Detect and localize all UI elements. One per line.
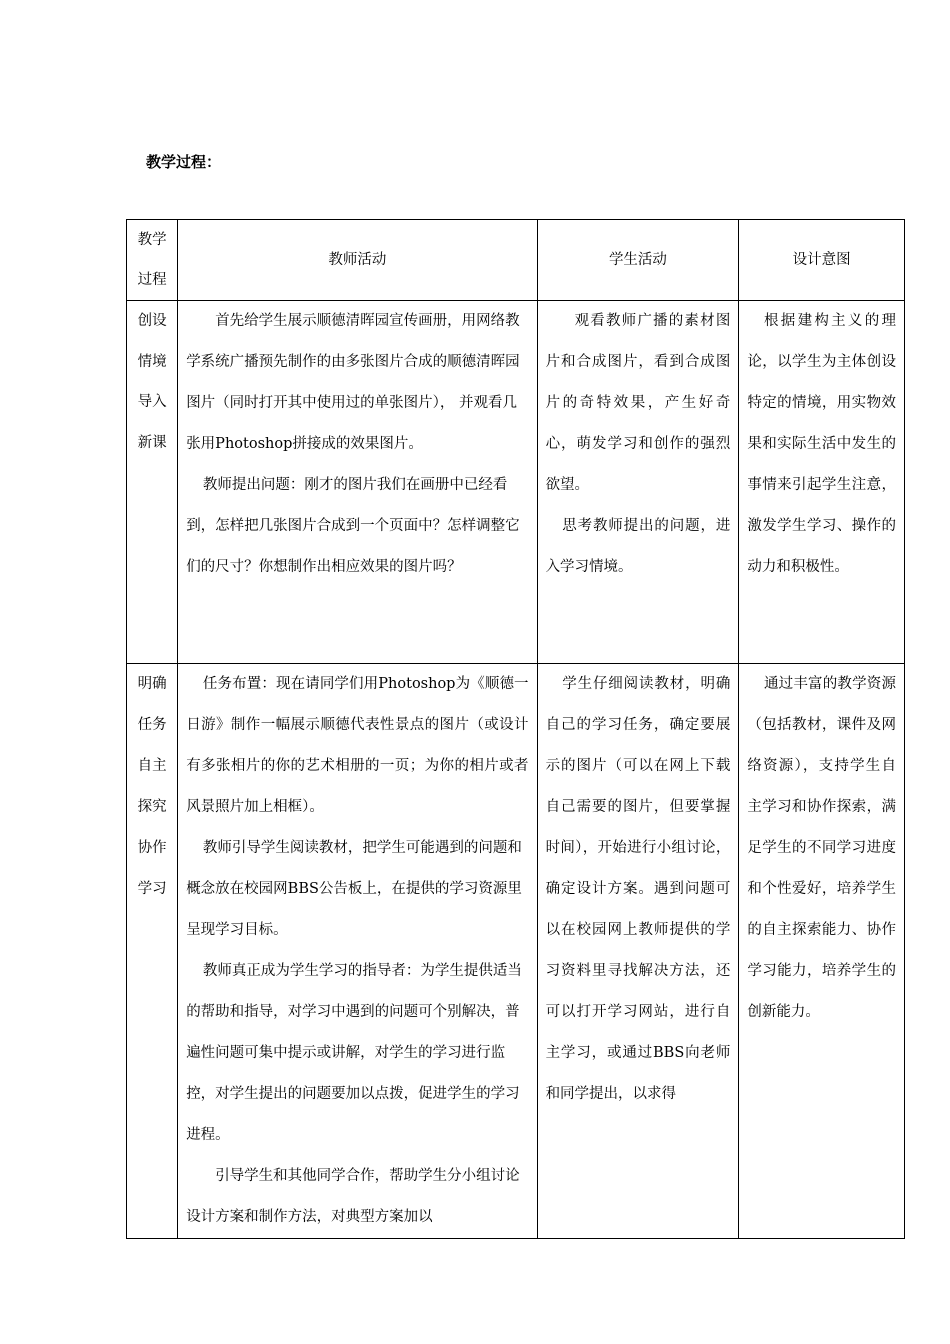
header-teacher-activity: 教师活动: [178, 220, 537, 301]
teacher-activity-cell: [178, 301, 537, 664]
stage-line: 探究: [137, 799, 167, 815]
stage-line: 导入: [137, 394, 167, 410]
teacher-activity-cell: [178, 664, 537, 1239]
student-paragraph: 观看教师广播的素材图片和合成图片，看到合成图片的奇特效果，产生好奇心，萌发学习和创作的强烈欲望。: [545, 313, 731, 493]
table-row: [127, 301, 905, 664]
design-intent-cell: [739, 664, 905, 1239]
student-activity-cell: [537, 664, 739, 1239]
teacher-paragraph: 教师真正成为学生学习的指导者：为学生提供适当的帮助和指导，对学习中遇到的问题可个别解决，普遍性问题可集中提示或讲解，对学生的学习进行监控，对学生提出的问题要加以点拨，促进学生的学习进程。: [186, 963, 522, 1143]
header-student-activity: 学生活动: [537, 220, 739, 301]
stage-line: 自主: [137, 758, 167, 774]
header-stage: [127, 220, 178, 301]
design-paragraph: 通过丰富的教学资源（包括教材，课件及网络资源），支持学生自主学习和协作探索，满足学生的不同学习进度和个性爱好，培养学生的自主探索能力、协作学习能力，培养学生的创新能力。: [747, 676, 896, 1020]
teacher-paragraph: 任务布置：现在请同学们用Photoshop为《顺德一日游》制作一幅展示顺德代表性景点的图片（或设计有多张相片的你的艺术相册的一页；为你的相片或者风景照片加上相框）。: [186, 676, 529, 815]
table-row: [127, 664, 905, 1239]
teacher-paragraph: 教师引导学生阅读教材，把学生可能遇到的问题和概念放在校园网BBS公告板上，在提供的学习资源里呈现学习目标。: [186, 840, 522, 938]
table-header-row: [127, 220, 905, 301]
lesson-process-table: [126, 219, 905, 1239]
stage-line: 协作: [137, 840, 167, 856]
stage-cell: [127, 301, 178, 664]
header-stage-line: 教学: [137, 232, 167, 248]
stage-line: 新课: [137, 434, 167, 451]
stage-line: 创设: [137, 313, 167, 329]
teacher-paragraph: 教师提出问题：刚才的图片我们在画册中已经看到，怎样把几张图片合成到一个页面中？怎样调整它们的尺寸？你想制作出相应效果的图片吗？: [186, 477, 520, 575]
student-paragraph: 思考教师提出的问题，进入学习情境。: [545, 518, 731, 575]
teacher-paragraph: 首先给学生展示顺德清晖园宣传画册，用网络教学系统广播预先制作的由多张图片合成的顺德清晖园图片（同时打开其中使用过的单张图片）， 并观看几张用Photoshop拼接成的效果图片。: [186, 313, 520, 452]
teacher-paragraph: 引导学生和其他同学合作，帮助学生分小组讨论设计方案和制作方法，对典型方案加以: [186, 1168, 520, 1225]
header-design-intent: 设计意图: [739, 220, 905, 301]
student-activity-cell: [537, 301, 739, 664]
design-intent-cell: [739, 301, 905, 664]
stage-line: 学习: [137, 881, 167, 897]
student-paragraph: 学生仔细阅读教材，明确自己的学习任务，确定要展示的图片（可以在网上下载自己需要的图片，但要掌握时间），开始进行小组讨论，确定设计方案。遇到问题可以在校园网上教师提供的学习资料里寻找解决方法，还可以打开学习网站，进行自主学习，或通过BBS向老师和同学提出，以求得: [545, 676, 731, 1102]
stage-line: 明确: [137, 676, 167, 692]
stage-cell: [127, 664, 178, 1239]
header-stage-line: 过程: [137, 272, 167, 288]
design-paragraph: 根据建构主义的理论，以学生为主体创设特定的情境，用实物效果和实际生活中发生的事情来引起学生注意，激发学生学习、操作的动力和积极性。: [747, 313, 896, 575]
page-heading: 教学过程：: [146, 153, 222, 171]
stage-line: 任务: [137, 717, 167, 733]
stage-line: 情境: [137, 353, 167, 370]
